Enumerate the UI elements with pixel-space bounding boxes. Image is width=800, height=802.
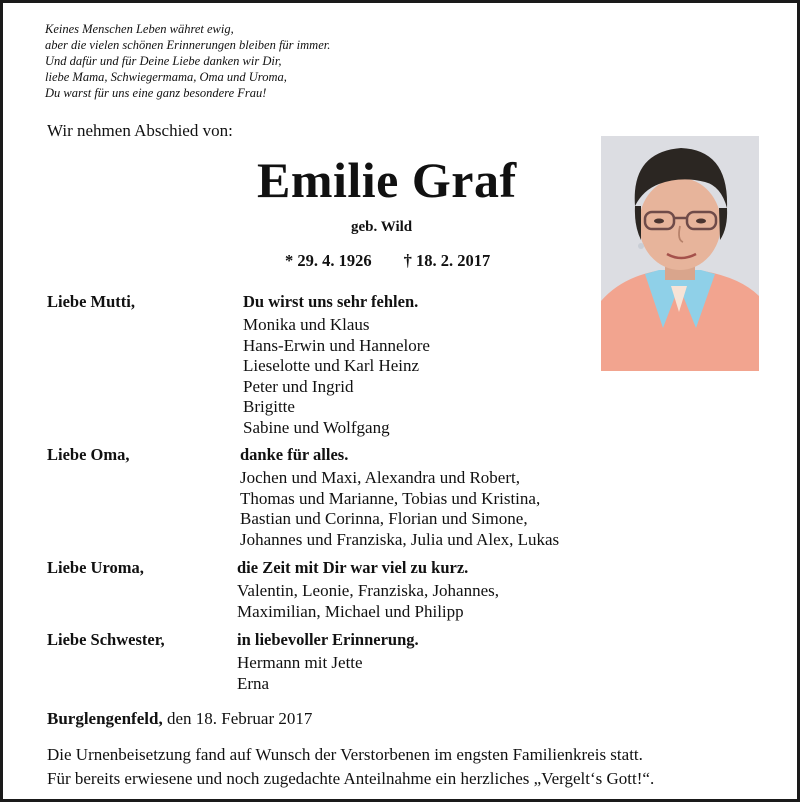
poem-line: liebe Mama, Schwiegermama, Oma und Uroma, (45, 70, 287, 84)
name-line: Erna (237, 673, 270, 693)
poem-line: Keines Menschen Leben währet ewig, (45, 22, 234, 36)
death-date: † 18. 2. 2017 (403, 251, 491, 270)
name-line: Sabine und Wolfgang (243, 417, 390, 437)
notice-line: Für bereits erwiesene und noch zugedachte Anteilnahme ein herzliches „Vergelt‘s Gott!“. (47, 769, 655, 788)
section-message: Du wirst uns sehr fehlen. (243, 292, 419, 311)
poem-line: aber die vielen schönen Erinnerungen bleiben für immer. (45, 38, 331, 52)
notice-line: Die Urnenbeisetzung fand auf Wunsch der Verstorbenen im engsten Familienkreis statt. (47, 745, 643, 764)
name-line: Valentin, Leonie, Franziska, Johannes, (237, 581, 500, 600)
section-message: die Zeit mit Dir war viel zu kurz. (237, 558, 469, 577)
name-line: Thomas und Marianne, Tobias und Kristina, (240, 488, 541, 508)
date: den 18. Februar 2017 (162, 709, 313, 728)
section-names (240, 468, 559, 550)
name-line: Bastian und Corinna, Florian und Simone, (240, 509, 528, 528)
section-label: Liebe Schwester, (47, 630, 165, 649)
place-date (47, 709, 312, 729)
name-line: Monika und Klaus (243, 315, 370, 334)
section-names (237, 653, 363, 694)
section-names (237, 581, 499, 622)
section-names (243, 315, 430, 438)
name-line: Maximilian, Michael und Philipp (237, 601, 464, 621)
footer-notice (47, 743, 654, 791)
name-line: Johannes und Franziska, Julia und Alex, Lukas (240, 529, 560, 549)
name-line: Brigitte (243, 397, 295, 416)
portrait-photo (601, 136, 759, 371)
name-line: Lieselotte und Karl Heinz (243, 356, 420, 375)
name-line: Hans-Erwin und Hannelore (243, 335, 430, 355)
deceased-name: Emilie Graf (257, 152, 517, 208)
birth-name: geb. Wild (351, 219, 413, 235)
section-label: Liebe Mutti, (47, 292, 135, 311)
poem (45, 21, 330, 101)
portrait-image (601, 136, 759, 371)
name-line: Hermann mit Jette (237, 653, 363, 672)
city: Burglengenfeld, (47, 709, 163, 728)
birth-date: * 29. 4. 1926 (285, 251, 372, 270)
section-message: in liebevoller Erinnerung. (237, 630, 419, 649)
section-label: Liebe Oma, (47, 445, 130, 464)
name-line: Peter und Ingrid (243, 376, 354, 396)
section-label: Liebe Uroma, (47, 558, 144, 577)
intro-text: Wir nehmen Abschied von: (47, 121, 233, 140)
life-dates (285, 251, 490, 271)
section-message: danke für alles. (240, 445, 349, 464)
poem-line: Du warst für uns eine ganz besondere Frau! (45, 86, 267, 100)
name-line: Jochen und Maxi, Alexandra und Robert, (240, 468, 520, 487)
poem-line: Und dafür und für Deine Liebe danken wir Dir, (45, 54, 282, 68)
